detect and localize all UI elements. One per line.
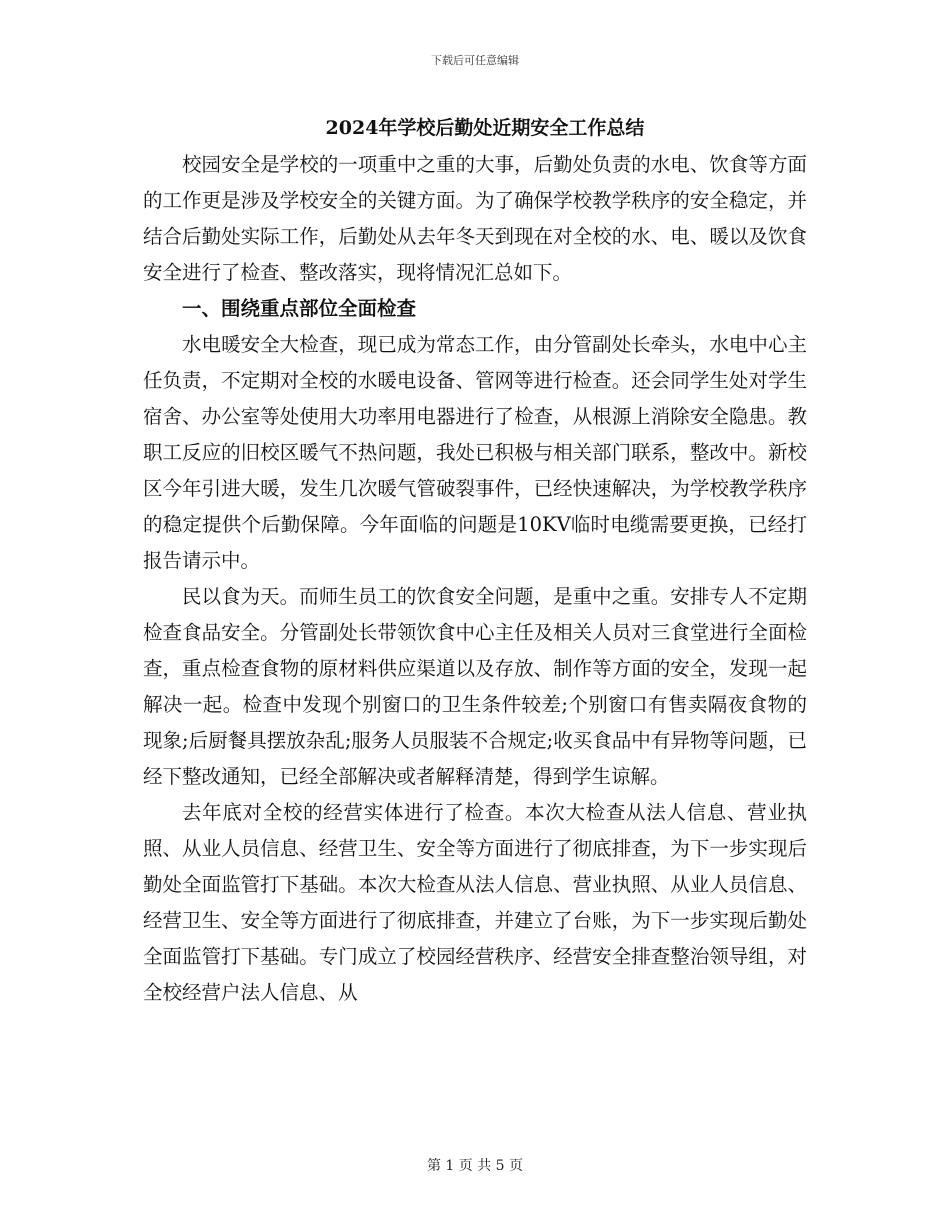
section-heading: 一、围绕重点部位全面检查	[182, 297, 417, 320]
paragraph-utilities: 水电暖安全大检查，现已成为常态工作，由分管副处长牵头，水电中心主任负责，不定期对全校的水暖电设备、管网等进行检查。还会同学生处对学生宿舍、办公室等处使用大功率用电器进行了检查，从根源上消除安全隐患。教职工反应的旧校区暖气不热问题，我处已积极与相关部门联系，整改中。新校区今年引进大暖，发生几次暖气管破裂事件，已经快速解决，为学校教学秩序的稳定提供个后勤保障。今年面临的问题是10KV临时电缆需要更换，已经打报告请示中。	[143, 333, 807, 572]
page-footer: 第 1 页 共 5 页	[426, 1158, 524, 1174]
document-title: 2024年学校后勤处近期安全工作总结	[325, 117, 645, 139]
paragraph-food-safety: 民以食为天。而师生员工的饮食安全问题，是重中之重。安排专人不定期检查食品安全。分管副处长带领饮食中心主任及相关人员对三食堂进行全面检查，重点检查食物的原材料供应渠道以及存放、制作等方面的安全，发现一起解决一起。检查中发现个别窗口的卫生条件较差;个别窗口有售卖隔夜食物的现象;后厨餐具摆放杂乱;服务人员服装不合规定;收买食品中有异物等问题，已经下整改通知，已经全部解决或者解释清楚，得到学生谅解。	[143, 585, 807, 788]
intro-paragraph: 校园安全是学校的一项重中之重的大事，后勤处负责的水电、饮食等方面的工作更是涉及学校安全的关键方面。为了确保学校教学秩序的安全稳定，并结合后勤处实际工作，后勤处从去年冬天到现在对全校的水、电、暖以及饮食安全进行了检查、整改落实，现将情况汇总如下。	[143, 153, 807, 284]
document-body	[143, 110, 807, 1011]
paragraph-business-inspection: 去年底对全校的经营实体进行了检查。本次大检查从法人信息、营业执照、从业人员信息、经营卫生、安全等方面进行了彻底排查，为下一步实现后勤处全面监管打下基础。本次大检查从法人信息、营业执照、从业人员信息、经营卫生、安全等方面进行了彻底排查，并建立了台账，为下一步实现后勤处全面监管打下基础。专门成立了校园经营秩序、经营安全排查整治领导组，对全校经营户法人信息、从	[143, 801, 807, 1004]
page-header: 下载后可任意编辑	[431, 54, 519, 67]
